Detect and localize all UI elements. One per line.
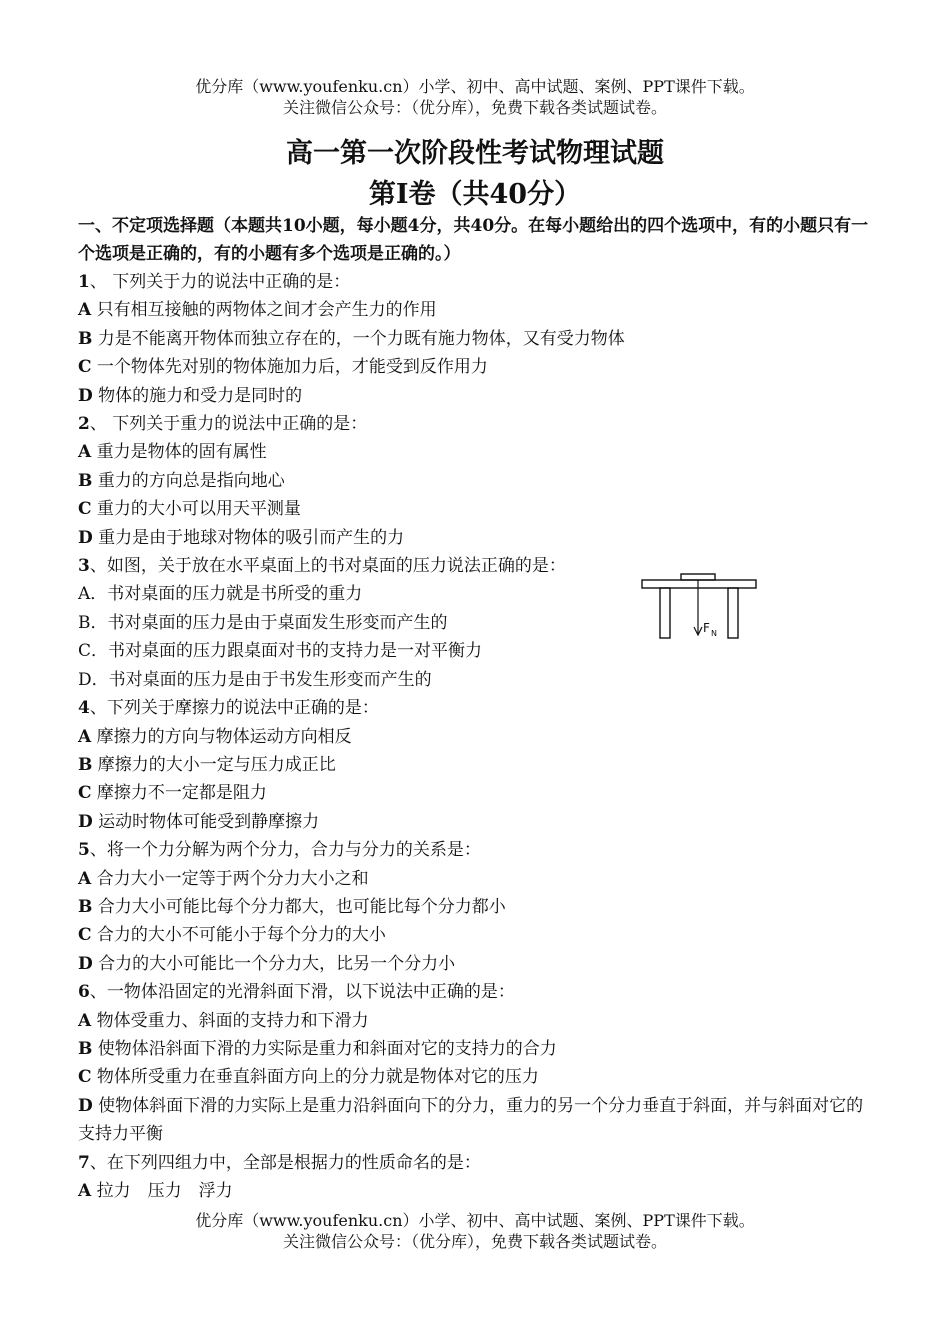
option-letter: C bbox=[78, 1067, 92, 1088]
option-d bbox=[78, 950, 878, 978]
option-c bbox=[78, 1063, 878, 1091]
header-line-1: 优分库（www.youfenku.cn）小学、初中、高中试题、案例、PPT课件下载。 bbox=[195, 77, 755, 96]
option-text: 合力大小一定等于两个分力大小之和 bbox=[91, 868, 369, 889]
option-text: 物体的施力和受力是同时的 bbox=[92, 385, 303, 406]
option-b bbox=[78, 893, 878, 921]
question-stem bbox=[78, 836, 878, 864]
question-number: 3 bbox=[78, 556, 90, 577]
option-letter: D bbox=[78, 669, 92, 690]
option-text: 合力大小可能比每个分力都大，也可能比每个分力都小 bbox=[92, 896, 506, 917]
force-label-subscript: N bbox=[711, 629, 717, 638]
question-number: 6 bbox=[78, 982, 90, 1003]
option-a bbox=[78, 723, 878, 751]
force-label: F bbox=[703, 621, 710, 635]
book-shape bbox=[681, 574, 715, 580]
question-text: 、将一个力分解为两个分力，合力与分力的关系是： bbox=[89, 840, 481, 861]
option-letter: A bbox=[78, 868, 92, 889]
option-letter: A bbox=[78, 1010, 92, 1031]
option-letter: D bbox=[78, 811, 93, 832]
option-letter: A bbox=[78, 300, 92, 321]
option-a bbox=[78, 865, 878, 893]
option-text: 重力是由于地球对物体的吸引而产生的力 bbox=[92, 527, 405, 548]
table-leg-right bbox=[728, 588, 738, 638]
question-list bbox=[78, 268, 878, 1205]
question-text: 、 下列关于重力的说法中正确的是： bbox=[89, 414, 368, 435]
option-c bbox=[78, 921, 878, 949]
question-text: 、在下列四组力中，全部是根据力的性质命名的是： bbox=[89, 1152, 481, 1173]
option-letter: B bbox=[78, 1038, 93, 1059]
option-a bbox=[78, 1007, 878, 1035]
option-text: ．书对桌面的压力跟桌面对书的支持力是一对平衡力 bbox=[91, 641, 483, 662]
question-stem bbox=[78, 268, 878, 296]
section-title: 第Ⅰ卷（共40分） bbox=[368, 179, 582, 210]
question-text: 、一物体沿固定的光滑斜面下滑，以下说法中正确的是： bbox=[89, 982, 515, 1003]
question-text: 、 下列关于力的说法中正确的是： bbox=[89, 272, 351, 292]
question-number: 7 bbox=[78, 1152, 90, 1173]
option-text: 重力是物体的固有属性 bbox=[91, 442, 267, 463]
option-letter: D bbox=[78, 1095, 93, 1116]
option-letter: C bbox=[78, 641, 92, 662]
option-b bbox=[78, 467, 878, 495]
option-letter: B bbox=[78, 470, 93, 491]
footer-line-1: 优分库（www.youfenku.cn）小学、初中、高中试题、案例、PPT课件下载。 bbox=[195, 1211, 755, 1230]
option-text: 重力的大小可以用天平测量 bbox=[91, 499, 301, 520]
page-title: 高一第一次阶段性考试物理试题 bbox=[286, 138, 664, 169]
option-letter: D bbox=[78, 385, 93, 406]
option-text: 力是不能离开物体而独立存在的，一个力既有施力物体，又有受力物体 bbox=[92, 328, 625, 349]
option-b bbox=[78, 751, 878, 779]
option-text: 重力的方向总是指向地心 bbox=[92, 470, 285, 491]
option-letter: B bbox=[78, 896, 93, 917]
question-number: 5 bbox=[78, 840, 90, 861]
option-letter: A bbox=[78, 726, 92, 747]
question-number: 1 bbox=[78, 272, 90, 292]
option-text: 摩擦力的方向与物体运动方向相反 bbox=[91, 726, 352, 747]
section-instructions: 一、不定项选择题（本题共10小题，每小题4分，共40分。在每小题给出的四个选项中，有的小题只有一个选项是正确的，有的小题有多个选项是正确的。） bbox=[78, 216, 869, 264]
option-text: 物体受重力、斜面的支持力和下滑力 bbox=[91, 1010, 369, 1031]
option-text: ．书对桌面的压力是由于桌面发生形变而产生的 bbox=[90, 612, 448, 633]
option-d bbox=[78, 808, 878, 836]
question-number: 2 bbox=[78, 414, 90, 435]
option-a bbox=[78, 438, 878, 466]
option-letter: B bbox=[78, 754, 93, 775]
option-c bbox=[78, 779, 878, 807]
option-b bbox=[78, 1035, 878, 1063]
question-stem bbox=[78, 410, 878, 438]
option-d bbox=[78, 382, 878, 410]
header-line-2: 关注微信公众号：（优分库），免费下载各类试题试卷。 bbox=[282, 98, 667, 117]
option-a bbox=[78, 296, 878, 324]
page-header bbox=[0, 76, 950, 118]
option-text: ．书对桌面的压力是由于书发生形变而产生的 bbox=[91, 669, 432, 690]
option-letter: B bbox=[78, 612, 91, 633]
option-d bbox=[78, 524, 878, 552]
option-text: ．书对桌面的压力就是书所受的重力 bbox=[90, 584, 363, 605]
option-text: 物体所受重力在垂直斜面方向上的分力就是物体对它的压力 bbox=[91, 1067, 539, 1088]
question-stem bbox=[78, 1149, 878, 1177]
option-letter: D bbox=[78, 953, 93, 974]
option-text: 摩擦力的大小一定与压力成正比 bbox=[92, 754, 336, 775]
option-d bbox=[78, 1092, 878, 1149]
question-number: 4 bbox=[78, 698, 90, 719]
option-text: 使物体斜面下滑的力实际上是重力沿斜面向下的分力，重力的另一个分力垂直于斜面，并与斜面对它的支持力平衡 bbox=[78, 1095, 864, 1145]
option-letter: A bbox=[78, 584, 91, 605]
option-letter: B bbox=[78, 328, 93, 349]
option-text: 一个物体先对别的物体施加力后，才能受到反作用力 bbox=[91, 357, 488, 378]
option-text: 摩擦力不一定都是阻力 bbox=[91, 783, 267, 804]
option-letter: C bbox=[78, 499, 92, 520]
option-letter: D bbox=[78, 527, 93, 548]
option-a bbox=[78, 1177, 878, 1205]
option-letter: C bbox=[78, 783, 92, 804]
question-stem bbox=[78, 978, 878, 1006]
option-letter: C bbox=[78, 925, 92, 946]
option-letter: C bbox=[78, 357, 92, 378]
option-text: 合力的大小不可能小于每个分力的大小 bbox=[91, 925, 386, 946]
footer-line-2: 关注微信公众号：（优分库），免费下载各类试题试卷。 bbox=[282, 1232, 667, 1251]
option-b bbox=[78, 325, 878, 353]
option-letter: A bbox=[78, 1181, 92, 1201]
question-text: 、下列关于摩擦力的说法中正确的是： bbox=[89, 698, 379, 719]
option-d bbox=[78, 666, 878, 694]
table-top bbox=[642, 580, 756, 588]
question-text: 、如图，关于放在水平桌面上的书对桌面的压力说法正确的是： bbox=[89, 556, 566, 577]
page-footer bbox=[0, 1210, 950, 1252]
table-book-diagram bbox=[640, 570, 760, 642]
option-c bbox=[78, 353, 878, 381]
option-letter: A bbox=[78, 442, 92, 463]
table-leg-left bbox=[660, 588, 670, 638]
question-stem bbox=[78, 694, 878, 722]
option-text: 使物体沿斜面下滑的力实际是重力和斜面对它的支持力的合力 bbox=[92, 1038, 557, 1059]
option-c bbox=[78, 495, 878, 523]
option-text: 只有相互接触的两物体之间才会产生力的作用 bbox=[91, 300, 437, 321]
option-text: 拉力 压力 浮力 bbox=[91, 1181, 233, 1201]
option-text: 运动时物体可能受到静摩擦力 bbox=[92, 811, 320, 832]
option-text: 合力的大小可能比一个分力大，比另一个分力小 bbox=[92, 953, 456, 974]
